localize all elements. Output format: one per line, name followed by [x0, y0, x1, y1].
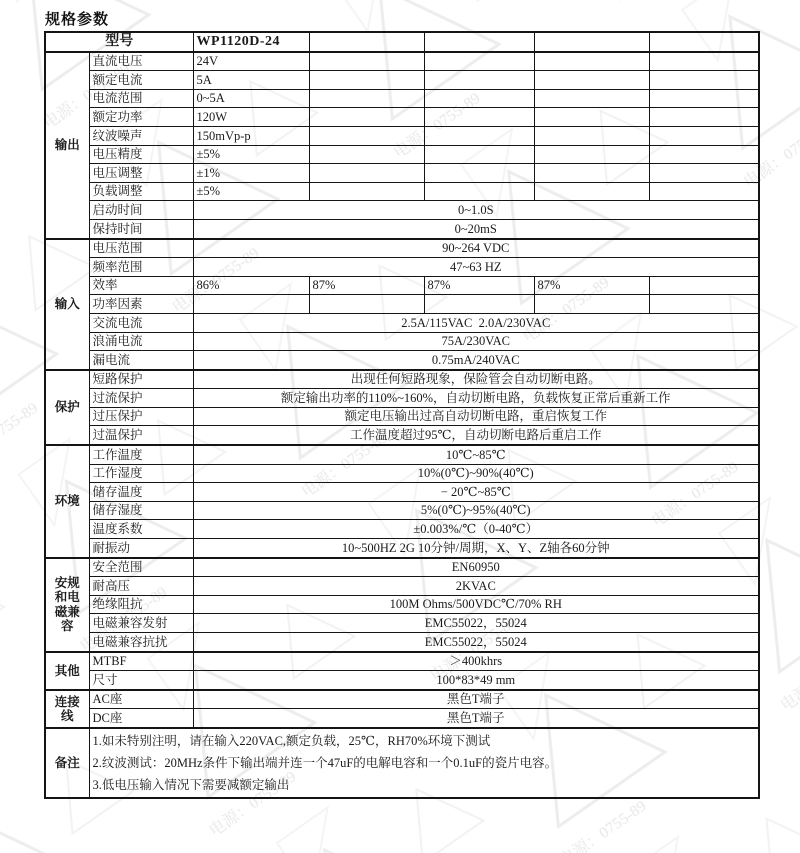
section-label: 输入: [45, 239, 89, 370]
param-value: [534, 126, 649, 145]
param-value: 150mVp-p: [193, 126, 309, 145]
param-value: [649, 71, 759, 90]
param-label: 过压保护: [89, 407, 193, 426]
param-value: [649, 145, 759, 164]
param-label: 短路保护: [89, 370, 193, 389]
param-label: 额定电流: [89, 71, 193, 90]
table-row: [45, 728, 759, 798]
param-value: 0~20mS: [193, 219, 759, 238]
param-label: 频率范围: [89, 258, 193, 277]
param-value: 0~1.0S: [193, 201, 759, 220]
note-line: 3.低电压输入情况下需要减额定输出: [92, 777, 290, 792]
param-value: ＞400khrs: [193, 652, 759, 671]
param-label: 纹波噪声: [89, 126, 193, 145]
table-row: [45, 126, 759, 145]
table-row: [45, 539, 759, 558]
param-value: 2KVAC: [193, 577, 759, 596]
param-value: [424, 108, 534, 127]
table-row: [45, 108, 759, 127]
param-label: MTBF: [89, 652, 193, 671]
param-label: 功率因素: [89, 295, 193, 314]
empty-cell: [424, 32, 534, 52]
param-label: 电压精度: [89, 145, 193, 164]
table-row: [45, 389, 759, 408]
table-row: [45, 671, 759, 690]
table-row: [45, 690, 759, 709]
param-label: 工作温度: [89, 445, 193, 464]
param-label: 工作湿度: [89, 464, 193, 483]
param-value: [424, 182, 534, 201]
param-value: 出现任何短路现象，保险管会自动切断电路。: [193, 370, 759, 389]
param-label: 电压范围: [89, 239, 193, 258]
param-value: EMC55022，55024: [193, 633, 759, 652]
param-label: 过温保护: [89, 426, 193, 445]
model-header-row: [45, 32, 759, 52]
param-value: 87%: [424, 276, 534, 295]
param-value: 0.75mA/240VAC: [193, 351, 759, 370]
notes-cell: [89, 728, 759, 798]
table-row: [45, 164, 759, 183]
section-label: 备注: [45, 728, 89, 798]
param-label: 储存湿度: [89, 501, 193, 520]
spec-table: [44, 31, 760, 799]
param-value: [534, 295, 649, 314]
param-value: 75A/230VAC: [193, 332, 759, 351]
table-row: [45, 182, 759, 201]
table-row: [45, 709, 759, 728]
table-row: [45, 351, 759, 370]
param-value: ±1%: [193, 164, 309, 183]
param-value: − 20℃~85℃: [193, 483, 759, 502]
param-value: [309, 182, 424, 201]
param-value: 86%: [193, 276, 309, 295]
param-value: 120W: [193, 108, 309, 127]
param-value: [309, 89, 424, 108]
param-value: 0~5A: [193, 89, 309, 108]
param-value: [649, 89, 759, 108]
table-row: [45, 483, 759, 502]
param-value: 黑色T端子: [193, 709, 759, 728]
table-row: [45, 614, 759, 633]
param-value: ±0.003%/℃（0-40℃）: [193, 520, 759, 539]
param-label: 安全范围: [89, 558, 193, 577]
param-value: ±5%: [193, 182, 309, 201]
table-row: [45, 520, 759, 539]
param-value: 额定输出功率的110%~160%，自动切断电路，负载恢复正常后重新工作: [193, 389, 759, 408]
param-value: [649, 276, 759, 295]
param-value: 工作温度超过95℃，自动切断电路后重启工作: [193, 426, 759, 445]
param-value: [424, 52, 534, 71]
section-label: 保护: [45, 370, 89, 445]
note-line: 2.纹波测试：20MHz条件下输出端并连一个47uF的电解电容和一个0.1uF的瓷片电容。: [92, 755, 558, 770]
param-label: 启动时间: [89, 201, 193, 220]
table-row: [45, 426, 759, 445]
param-value: 5%(0℃)~95%(40℃): [193, 501, 759, 520]
param-value: [424, 71, 534, 90]
table-row: [45, 595, 759, 614]
param-label: 负载调整: [89, 182, 193, 201]
param-value: 87%: [534, 276, 649, 295]
section-label: 其他: [45, 652, 89, 690]
param-value: ±5%: [193, 145, 309, 164]
param-value: [424, 89, 534, 108]
param-value: 90~264 VDC: [193, 239, 759, 258]
param-value: 5A: [193, 71, 309, 90]
section-label: 连接线: [45, 690, 89, 728]
param-value: [309, 126, 424, 145]
param-label: 过流保护: [89, 389, 193, 408]
table-row: [45, 145, 759, 164]
param-value: 100M Ohms/500VDC℃/70% RH: [193, 595, 759, 614]
param-value: [534, 164, 649, 183]
table-row: [45, 201, 759, 220]
param-value: EMC55022，55024: [193, 614, 759, 633]
table-row: [45, 89, 759, 108]
param-value: 10~500HZ 2G 10分钟/周期，X、Y、Z轴各60分钟: [193, 539, 759, 558]
param-value: [649, 164, 759, 183]
param-label: 效率: [89, 276, 193, 295]
model-header-label: 型号: [45, 32, 193, 52]
param-value: 24V: [193, 52, 309, 71]
table-row: [45, 276, 759, 295]
section-label: 安规和电磁兼容: [45, 558, 89, 652]
param-label: 绝缘阻抗: [89, 595, 193, 614]
param-value: 额定电压输出过高自动切断电路，重启恢复工作: [193, 407, 759, 426]
param-value: 10℃~85℃: [193, 445, 759, 464]
param-label: 保持时间: [89, 219, 193, 238]
spec-table-body: [45, 32, 759, 798]
param-value: [424, 295, 534, 314]
param-label: 直流电压: [89, 52, 193, 71]
param-label: 尺寸: [89, 671, 193, 690]
param-value: [534, 108, 649, 127]
param-label: 储存温度: [89, 483, 193, 502]
param-value: 47~63 HZ: [193, 258, 759, 277]
table-row: [45, 295, 759, 314]
param-value: 100*83*49 mm: [193, 671, 759, 690]
page-title: 规格参数: [45, 12, 110, 28]
param-value: [424, 145, 534, 164]
param-value: 黑色T端子: [193, 690, 759, 709]
table-row: [45, 407, 759, 426]
param-value: EN60950: [193, 558, 759, 577]
param-label: 耐振动: [89, 539, 193, 558]
param-value: [649, 108, 759, 127]
param-value: [534, 182, 649, 201]
param-value: 87%: [309, 276, 424, 295]
param-value: 10%(0℃)~90%(40℃): [193, 464, 759, 483]
table-row: [45, 239, 759, 258]
param-label: AC座: [89, 690, 193, 709]
empty-cell: [534, 32, 649, 52]
param-value: [649, 52, 759, 71]
param-label: 电流范围: [89, 89, 193, 108]
table-row: [45, 258, 759, 277]
table-row: [45, 558, 759, 577]
param-label: 电压调整: [89, 164, 193, 183]
param-value: [534, 52, 649, 71]
empty-cell: [309, 32, 424, 52]
model-number: WP1120D-24: [193, 32, 309, 52]
note-line: 1.如未特别注明，请在输入220VAC,额定负载，25℃，RH70%环境下测试: [92, 733, 491, 748]
section-label: 输出: [45, 52, 89, 239]
param-value: [309, 71, 424, 90]
param-value: [309, 164, 424, 183]
param-label: DC座: [89, 709, 193, 728]
empty-cell: [649, 32, 759, 52]
param-label: 额定功率: [89, 108, 193, 127]
param-label: 漏电流: [89, 351, 193, 370]
param-value: [534, 145, 649, 164]
table-row: [45, 445, 759, 464]
param-value: [309, 108, 424, 127]
param-label: 交流电流: [89, 313, 193, 332]
param-value: [649, 295, 759, 314]
param-value: [309, 295, 424, 314]
table-row: [45, 52, 759, 71]
param-label: 温度系数: [89, 520, 193, 539]
table-row: [45, 633, 759, 652]
param-label: 电磁兼容抗扰: [89, 633, 193, 652]
param-value: [424, 164, 534, 183]
param-value: [309, 52, 424, 71]
section-label: 环境: [45, 445, 89, 558]
param-label: 电磁兼容发射: [89, 614, 193, 633]
param-value: [193, 295, 309, 314]
param-value: [649, 126, 759, 145]
param-value: [534, 89, 649, 108]
table-row: [45, 71, 759, 90]
param-value: [309, 145, 424, 164]
param-value: 2.5A/115VAC 2.0A/230VAC: [193, 313, 759, 332]
param-value: [424, 126, 534, 145]
param-label: 耐高压: [89, 577, 193, 596]
param-value: [534, 71, 649, 90]
param-value: [649, 182, 759, 201]
table-row: [45, 464, 759, 483]
table-row: [45, 652, 759, 671]
param-label: 浪涌电流: [89, 332, 193, 351]
table-row: [45, 313, 759, 332]
table-row: [45, 577, 759, 596]
table-row: [45, 219, 759, 238]
table-row: [45, 501, 759, 520]
table-row: [45, 332, 759, 351]
table-row: [45, 370, 759, 389]
